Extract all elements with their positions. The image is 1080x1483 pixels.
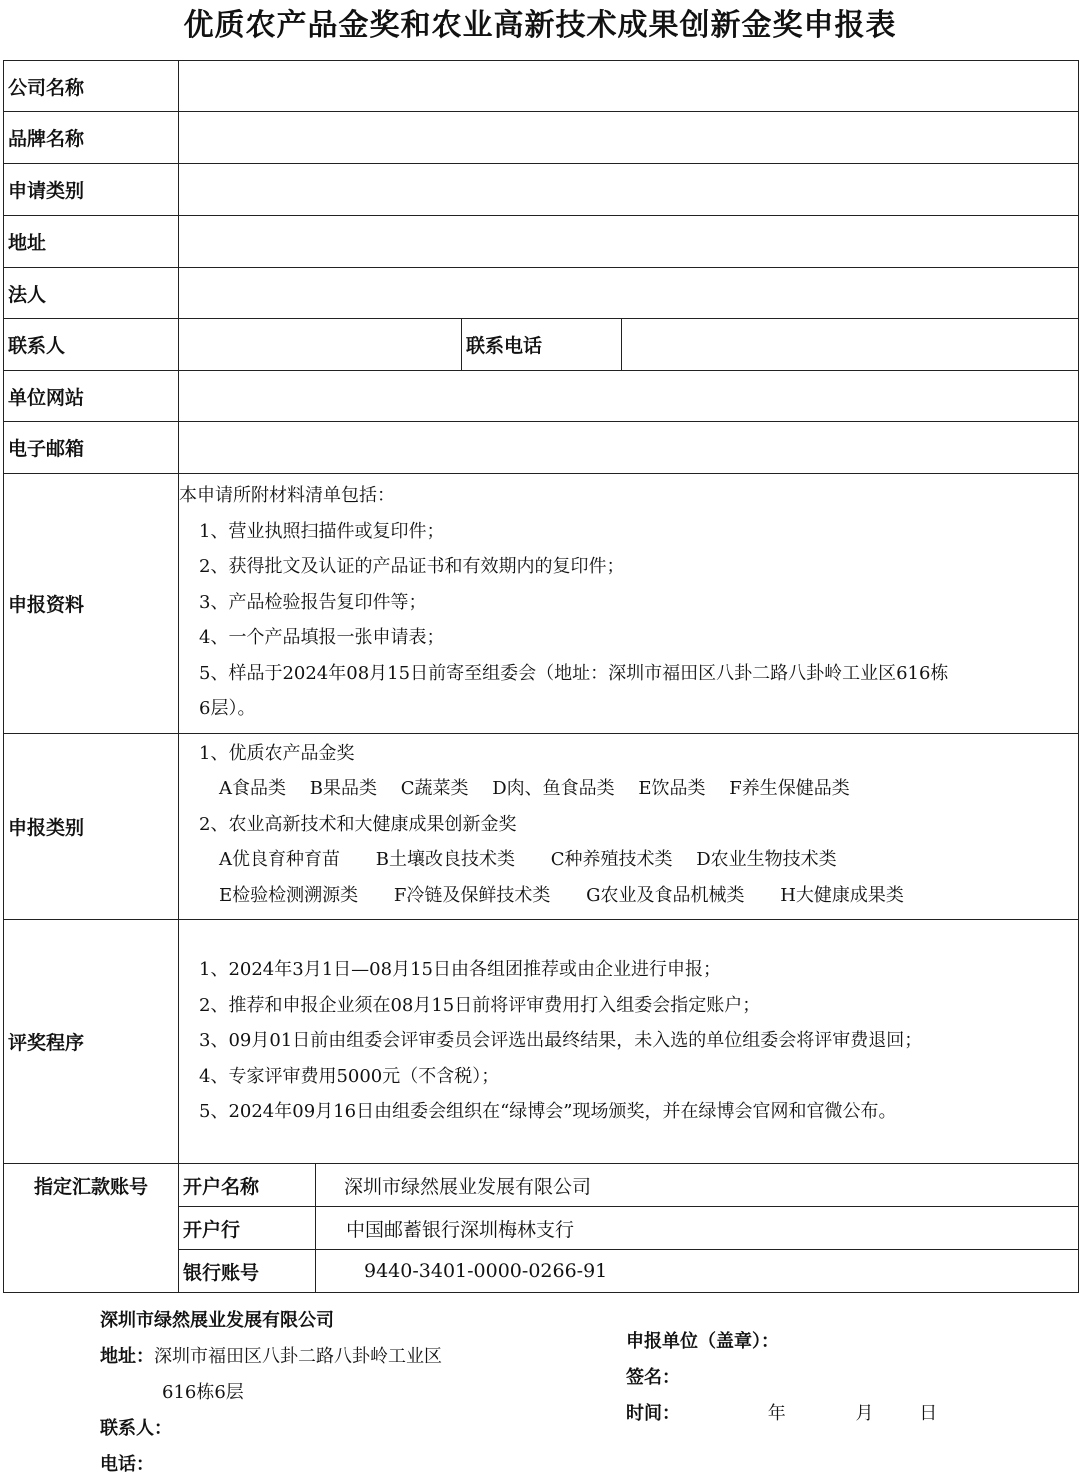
footer-day-label: 日 — [919, 1403, 938, 1424]
label-contact-phone: 联系电话 — [462, 319, 622, 371]
procedure-item: 4、专家评审费用5000元（不含税）； — [199, 1065, 500, 1087]
row-categories — [4, 733, 1079, 920]
footer-time-label: 时间： — [626, 1403, 680, 1424]
row-address — [4, 216, 1079, 268]
label-email: 电子邮箱 — [4, 422, 179, 474]
procedure-item: 1、2024年3月1日—08月15日由各组团推荐或由企业进行申报； — [199, 959, 721, 980]
row-website — [4, 371, 1079, 422]
materials-item: 3、产品检验报告复印件等； — [199, 591, 427, 613]
category-option: G农业及食品机械类 — [586, 884, 745, 906]
materials-content — [179, 474, 1079, 734]
footer-address-label: 地址： — [100, 1346, 154, 1367]
label-website: 单位网站 — [4, 371, 179, 422]
materials-item: 6层）。 — [199, 698, 256, 719]
footer-time-row — [626, 1396, 937, 1432]
input-company-name[interactable] — [179, 61, 1079, 112]
row-legal-person — [4, 268, 1079, 319]
row-apply-category — [4, 164, 1079, 216]
materials-item: 1、营业执照扫描件或复印件； — [199, 520, 445, 542]
label-procedure: 评奖程序 — [4, 920, 179, 1164]
input-brand-name[interactable] — [179, 112, 1079, 164]
footer-unit-seal-label: 申报单位（盖章）： — [626, 1331, 779, 1352]
input-apply-category[interactable] — [179, 164, 1079, 216]
label-materials: 申报资料 — [4, 474, 179, 734]
row-company-name — [4, 61, 1079, 112]
value-account-name: 深圳市绿然展业发展有限公司 — [316, 1164, 1079, 1207]
procedure-item: 5、2024年09月16日由组委会组织在“绿博会”现场颁奖，并在绿博会官网和官微公布。 — [199, 1101, 897, 1122]
footer-contact-label: 联系人： — [100, 1418, 172, 1439]
category-group1-title: 1、优质农产品金奖 — [199, 742, 355, 764]
category-option: A食品类 — [219, 778, 286, 799]
category-group2-title: 2、农业高新技术和大健康成果创新金奖 — [199, 813, 517, 835]
category-option: C种养殖技术类 — [550, 849, 673, 870]
category-option: F冷链及保鲜技术类 — [393, 884, 551, 906]
label-company-name: 公司名称 — [4, 61, 179, 112]
label-account-number: 银行账号 — [179, 1250, 316, 1293]
procedure-item: 3、09月01日前由组委会评审委员会评选出最终结果，未入选的单位组委会将评审费退回； — [199, 1030, 923, 1051]
procedure-item: 2、推荐和申报企业须在08月15日前将评审费用打入组委会指定账户； — [199, 994, 761, 1016]
label-categories: 申报类别 — [4, 733, 179, 920]
row-contact — [4, 319, 1079, 371]
footer-address-line2: 616栋6层 — [162, 1382, 244, 1403]
input-website[interactable] — [179, 371, 1079, 422]
footer-year-label: 年 — [767, 1403, 786, 1424]
category-group2-row2 — [179, 878, 1078, 914]
label-brand-name: 品牌名称 — [4, 112, 179, 164]
input-contact-phone[interactable] — [622, 319, 1079, 371]
input-contact-person[interactable] — [179, 319, 462, 371]
footer-signature-block — [626, 1324, 937, 1432]
category-option: D农业生物技术类 — [696, 849, 837, 870]
category-option: F养生保健品类 — [729, 778, 850, 799]
category-option: D肉、鱼食品类 — [492, 778, 615, 799]
application-form-table — [3, 60, 1079, 1293]
procedure-content — [179, 920, 1079, 1164]
row-email — [4, 422, 1079, 474]
category-option: H大健康成果类 — [780, 884, 904, 906]
footer-address — [100, 1339, 442, 1375]
row-materials — [4, 474, 1079, 734]
category-option: B果品类 — [309, 778, 377, 799]
row-procedure — [4, 920, 1079, 1164]
input-email[interactable] — [179, 422, 1079, 474]
footer-address-line1: 深圳市福田区八卦二路八卦岭工业区 — [154, 1346, 442, 1367]
materials-item: 5、样品于2024年08月15日前寄至组委会（地址：深圳市福田区八卦二路八卦岭工业区616栋 — [199, 662, 949, 684]
category-option: A优良育种育苗 — [219, 849, 340, 870]
footer-phone-label: 电话： — [100, 1454, 154, 1475]
label-account-name: 开户名称 — [179, 1164, 316, 1207]
category-group1-list — [179, 771, 1078, 807]
row-account-name — [4, 1164, 1079, 1207]
label-account: 指定汇款账号 — [4, 1164, 179, 1293]
materials-item: 2、获得批文及认证的产品证书和有效期内的复印件； — [199, 556, 625, 577]
footer-company-name: 深圳市绿然展业发展有限公司 — [100, 1310, 334, 1331]
materials-intro: 本申请所附材料清单包括： — [179, 485, 395, 506]
input-address[interactable] — [179, 216, 1079, 268]
value-account-bank: 中国邮蓄银行深圳梅林支行 — [316, 1207, 1079, 1250]
label-account-bank: 开户行 — [179, 1207, 316, 1250]
category-option: C蔬菜类 — [400, 778, 469, 799]
category-option: E检验检测溯源类 — [219, 884, 359, 906]
form-title: 优质农产品金奖和农业高新技术成果创新金奖申报表 — [183, 8, 897, 43]
footer-company-info — [100, 1303, 442, 1483]
input-legal-person[interactable] — [179, 268, 1079, 319]
label-address: 地址 — [4, 216, 179, 268]
value-account-number: 9440-3401-0000-0266-91 — [316, 1250, 1079, 1293]
row-brand-name — [4, 112, 1079, 164]
category-option: B土壤改良技术类 — [375, 849, 515, 870]
label-apply-category: 申请类别 — [4, 164, 179, 216]
footer-month-label: 月 — [855, 1403, 874, 1424]
category-group2-row1 — [179, 842, 1078, 878]
footer-sign-label: 签名： — [626, 1367, 680, 1388]
materials-item: 4、一个产品填报一张申请表； — [199, 627, 445, 648]
label-contact-person: 联系人 — [4, 319, 179, 371]
categories-content — [179, 733, 1079, 920]
label-legal-person: 法人 — [4, 268, 179, 319]
category-option: E饮品类 — [638, 778, 706, 799]
